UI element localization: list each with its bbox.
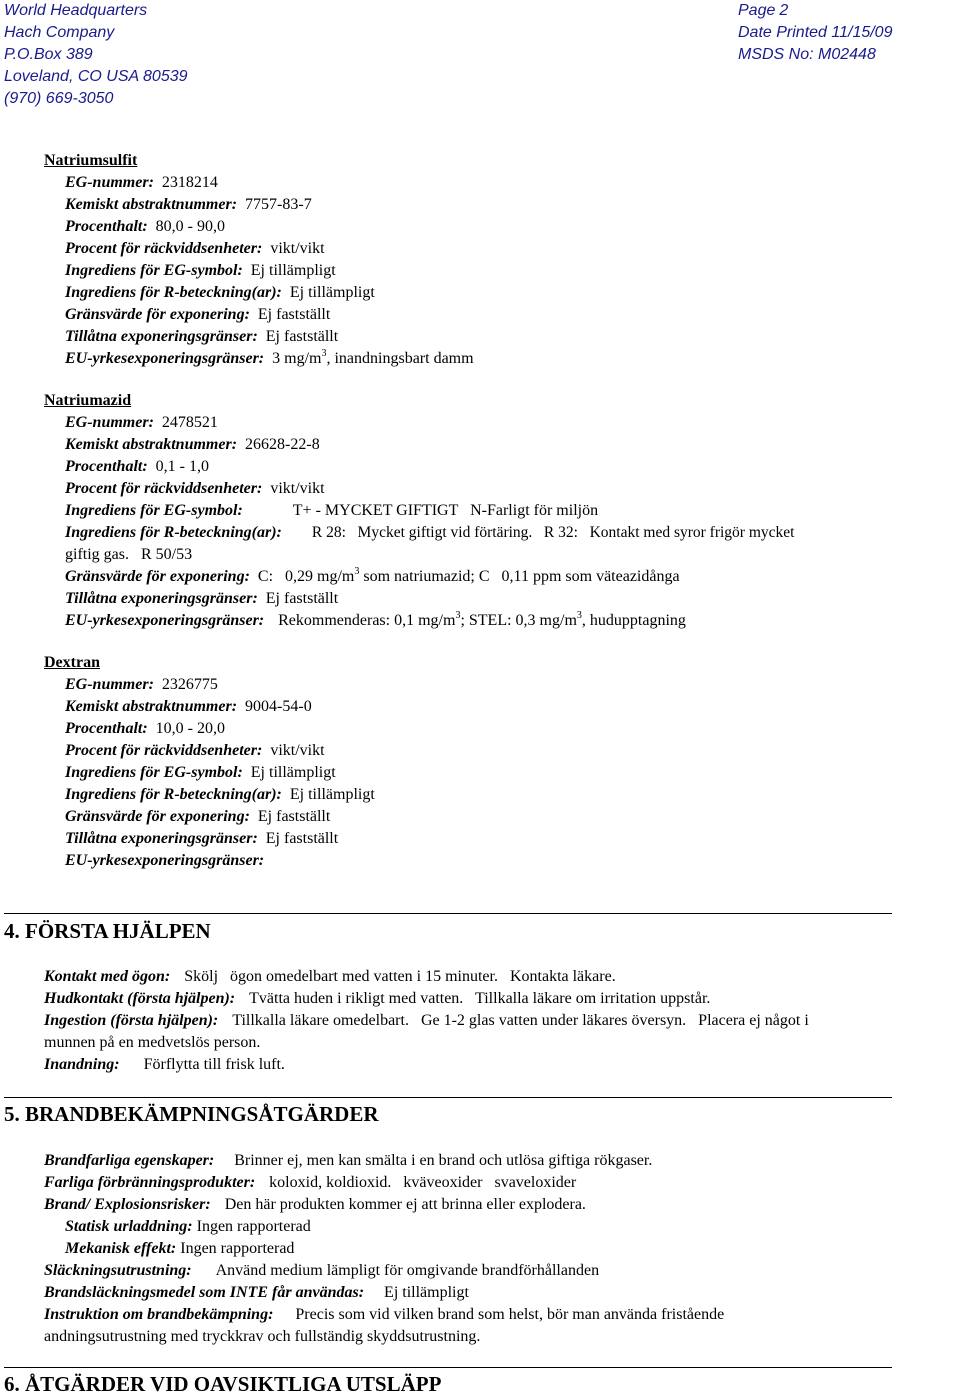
field-value: Ingen rapporterad <box>196 1218 311 1235</box>
section-4-title: 4. FÖRSTA HJÄLPEN <box>4 919 211 943</box>
value-part: , hudupptagning <box>581 612 686 629</box>
field-value: Ingen rapporterad <box>180 1240 295 1257</box>
extinguishing-media-row <box>44 1260 960 1282</box>
value-part: C: 0,29 mg/m <box>257 568 355 585</box>
field-value: Ej tillämpligt <box>289 786 375 803</box>
field-label: Ingrediens för EG-symbol: <box>65 502 243 519</box>
field-label: Instruktion om brandbekämpning: <box>44 1306 274 1323</box>
field-value: Ej tillämpligt <box>250 764 336 781</box>
field-value: Ej fastställt <box>265 328 339 345</box>
r-phrase-row <box>65 282 960 304</box>
field-value: Skölj ögon omedelbart med vatten i 15 minuter. Kontakta läkare. <box>184 968 616 985</box>
field-value: T+ - MYCKET GIFTIGT N-Farligt för miljön <box>292 502 599 519</box>
section-divider <box>4 913 892 914</box>
page-label: Page <box>738 2 776 19</box>
field-value: Den här produkten kommer ej att brinna eller explodera. <box>224 1196 586 1213</box>
field-label: Brand/ Explosionsrisker: <box>44 1196 211 1213</box>
field-label: EG-nummer: <box>65 414 154 431</box>
field-label: Inandning: <box>44 1056 120 1073</box>
msds-number: MSDS No: M02448 <box>738 46 876 63</box>
section-divider <box>4 1097 892 1098</box>
firefighting-instruction-row <box>44 1304 960 1326</box>
address-line: (970) 669-3050 <box>4 90 114 107</box>
ingredient-name: Dextran <box>44 654 100 671</box>
r-phrase-row <box>65 784 960 806</box>
percent-row <box>65 718 960 740</box>
field-value: Precis som vid vilken brand som helst, bör man använda fristående <box>295 1306 725 1323</box>
value-part: som natriumazid; C 0,11 ppm som väteazidånga <box>359 568 680 585</box>
cas-row <box>65 434 960 456</box>
field-label: EU-yrkesexponeringsgränser: <box>65 852 265 869</box>
field-value: Ej fastställt <box>265 590 339 607</box>
field-label: Tillåtna exponeringsgränser: <box>65 830 258 847</box>
instruction-continuation: andningsutrustning med tryckkrav och fullständig skyddsutrustning. <box>44 1328 481 1345</box>
combustion-products-row <box>44 1172 960 1194</box>
field-label: Procenthalt: <box>65 218 148 235</box>
percent-row <box>65 456 960 478</box>
eg-number-row <box>65 412 960 434</box>
range-units-row <box>65 238 960 260</box>
field-value: koloxid, koldioxid. kväveoxider svaveloxider <box>269 1174 577 1191</box>
field-label: Kemiskt abstraktnummer: <box>65 698 238 715</box>
field-label: Procenthalt: <box>65 458 148 475</box>
field-label: Gränsvärde för exponering: <box>65 306 250 323</box>
field-label: Gränsvärde för exponering: <box>65 568 250 585</box>
field-value <box>272 350 473 367</box>
mechanical-impact-row <box>65 1238 960 1260</box>
field-label: Brandsläckningsmedel som INTE får användas: <box>44 1284 365 1301</box>
field-label: Procent för räckviddsenheter: <box>65 240 263 257</box>
field-value: 2326775 <box>161 676 218 693</box>
eu-limits-row <box>65 850 960 872</box>
field-label: Ingrediens för EG-symbol: <box>65 262 243 279</box>
field-value <box>258 568 680 585</box>
field-label: Statisk urladdning: <box>65 1218 193 1235</box>
field-value: Ej tillämpligt <box>250 262 336 279</box>
permitted-limits-row <box>65 588 960 610</box>
field-value: 9004-54-0 <box>245 698 312 715</box>
page-number: 2 <box>779 2 789 19</box>
static-discharge-row <box>65 1216 960 1238</box>
flammable-row <box>44 1150 960 1172</box>
field-label: Procenthalt: <box>65 720 148 737</box>
address-line: World Headquarters <box>4 2 148 19</box>
range-units-row <box>65 740 960 762</box>
field-value: 2318214 <box>161 174 218 191</box>
field-label: Kontakt med ögon: <box>44 968 171 985</box>
field-value: Ej tillämpligt <box>289 284 375 301</box>
cas-row <box>65 194 960 216</box>
field-label: Tillåtna exponeringsgränser: <box>65 328 258 345</box>
first-aid-eye-row <box>44 966 960 988</box>
field-label: Brandfarliga egenskaper: <box>44 1152 215 1169</box>
eu-limits-row <box>65 348 960 370</box>
field-label: Gränsvärde för exponering: <box>65 808 250 825</box>
field-value: Tvätta huden i rikligt med vatten. Tillkalla läkare om irritation uppstår. <box>249 990 711 1007</box>
range-units-row <box>65 478 960 500</box>
field-label: Ingrediens för R-beteckning(ar): <box>65 786 282 803</box>
permitted-limits-row <box>65 828 960 850</box>
exposure-limit-row <box>65 304 960 326</box>
field-label: EU-yrkesexponeringsgränser: <box>65 612 265 629</box>
permitted-limits-row <box>65 326 960 348</box>
ingredient-name: Natriumazid <box>44 392 132 409</box>
document-info-block <box>738 0 892 66</box>
eu-limits-row <box>65 610 960 632</box>
field-label: Ingrediens för EG-symbol: <box>65 764 243 781</box>
value-part: Rekommenderas: 0,1 mg/m <box>278 612 456 629</box>
value-part: , inandningsbart damm <box>326 350 474 367</box>
superscript: 3 <box>354 566 360 577</box>
field-label: Procent för räckviddsenheter: <box>65 480 263 497</box>
superscript: 3 <box>455 610 461 621</box>
section-5-title: 5. BRANDBEKÄMPNINGSÅTGÄRDER <box>4 1102 379 1126</box>
exposure-limit-row <box>65 566 960 588</box>
exposure-limit-row <box>65 806 960 828</box>
field-label: Ingestion (första hjälpen): <box>44 1012 219 1029</box>
field-label: Procent för räckviddsenheter: <box>65 742 263 759</box>
field-value: vikt/vikt <box>270 240 325 257</box>
field-value: vikt/vikt <box>270 742 325 759</box>
field-value: Ej fastställt <box>265 830 339 847</box>
first-aid-skin-row <box>44 988 960 1010</box>
superscript: 3 <box>576 610 582 621</box>
field-value: 0,1 - 1,0 <box>155 458 209 475</box>
field-value: 10,0 - 20,0 <box>155 720 225 737</box>
eg-number-row <box>65 172 960 194</box>
field-label: EU-yrkesexponeringsgränser: <box>65 350 265 367</box>
field-value: 26628-22-8 <box>245 436 320 453</box>
eg-symbol-row <box>65 762 960 784</box>
ingestion-continuation: munnen på en medvetslös person. <box>44 1034 261 1051</box>
address-line: Hach Company <box>4 24 115 41</box>
field-value: 7757-83-7 <box>245 196 312 213</box>
field-label: Tillåtna exponeringsgränser: <box>65 590 258 607</box>
value-part: ; STEL: 0,3 mg/m <box>460 612 577 629</box>
r-phrase-row <box>65 522 960 544</box>
field-label: Kemiskt abstraktnummer: <box>65 196 238 213</box>
field-value: Ej fastställt <box>257 808 331 825</box>
field-label: Ingrediens för R-beteckning(ar): <box>65 524 282 541</box>
eg-symbol-row <box>65 500 960 522</box>
superscript: 3 <box>321 348 327 359</box>
field-value: Ej tillämpligt <box>384 1284 469 1301</box>
unsuitable-media-row <box>44 1282 960 1304</box>
field-label: Släckningsutrustning: <box>44 1262 192 1279</box>
field-label: EG-nummer: <box>65 676 154 693</box>
field-value: vikt/vikt <box>270 480 325 497</box>
field-value: Ej fastställt <box>257 306 331 323</box>
first-aid-inhalation-row <box>44 1054 960 1076</box>
date-printed: Date Printed 11/15/09 <box>738 24 893 41</box>
field-label: Ingrediens för R-beteckning(ar): <box>65 284 282 301</box>
address-line: Loveland, CO USA 80539 <box>4 68 188 85</box>
cas-row <box>65 696 960 718</box>
field-value: 2478521 <box>161 414 218 431</box>
field-label: Farliga förbränningsprodukter: <box>44 1174 256 1191</box>
eg-number-row <box>65 674 960 696</box>
field-value: Brinner ej, men kan smälta i en brand och utlösa giftiga rökgaser. <box>234 1152 653 1169</box>
r-phrase-continuation: giftig gas. R 50/53 <box>65 546 193 563</box>
field-label: EG-nummer: <box>65 174 154 191</box>
field-value: Förflytta till frisk luft. <box>143 1056 285 1073</box>
field-value: Tillkalla läkare omedelbart. Ge 1-2 glas vatten under läkares översyn. Placera ej något i <box>232 1012 809 1029</box>
value-part: 3 mg/m <box>272 350 322 367</box>
explosion-risk-row <box>44 1194 960 1216</box>
page-indicator <box>738 0 892 22</box>
first-aid-ingestion-row <box>44 1010 960 1032</box>
field-value <box>278 612 686 629</box>
ingredient-name: Natriumsulfit <box>44 152 138 169</box>
field-label: Hudkontakt (första hjälpen): <box>44 990 236 1007</box>
company-address-block <box>4 0 188 110</box>
field-value: Använd medium lämpligt för omgivande brandförhållanden <box>215 1262 600 1279</box>
field-value: R 28: Mycket giftigt vid förtäring. R 32: Kontakt med syror frigör mycket <box>311 524 795 541</box>
field-label: Mekanisk effekt: <box>65 1240 177 1257</box>
eg-symbol-row <box>65 260 960 282</box>
address-line: P.O.Box 389 <box>4 46 93 63</box>
percent-row <box>65 216 960 238</box>
section-divider <box>4 1367 892 1368</box>
field-label: Kemiskt abstraktnummer: <box>65 436 238 453</box>
section-6-title: 6. ÅTGÄRDER VID OAVSIKTLIGA UTSLÄPP <box>4 1372 442 1396</box>
field-value: 80,0 - 90,0 <box>155 218 225 235</box>
